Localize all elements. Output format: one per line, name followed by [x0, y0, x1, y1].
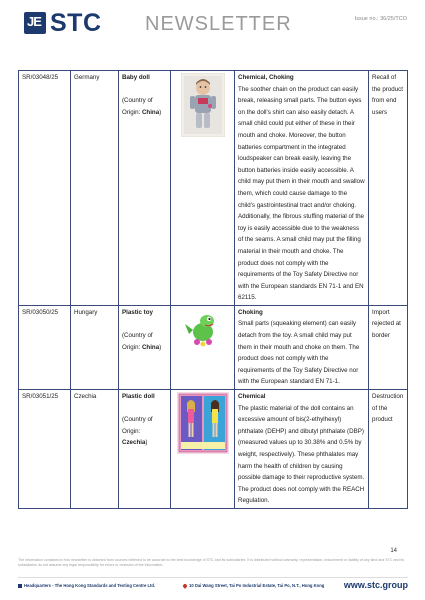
plastic-toy-photo: [183, 308, 223, 348]
country-cell: Hungary: [71, 305, 119, 389]
origin-label: (Country of Origin:: [122, 97, 153, 116]
product-origin: [122, 95, 167, 118]
newsletter-title: NEWSLETTER: [145, 13, 292, 35]
stc-logo-mark: [24, 12, 46, 34]
risk-type: Chemical, Choking: [238, 74, 294, 81]
measure-cell: Import rejected at border: [369, 305, 408, 389]
origin-close: ): [159, 108, 162, 116]
page-footer: [18, 577, 408, 593]
product-cell: [119, 71, 171, 306]
footer-address: [183, 583, 324, 588]
origin-close: ): [145, 439, 148, 447]
logo-mark-text: JE: [27, 14, 41, 29]
ref-cell: SR/03048/25: [19, 71, 71, 306]
ref-cell: SR/03050/25: [19, 305, 71, 389]
product-name: Plastic toy: [122, 308, 153, 316]
page-header: [0, 0, 425, 46]
table-row: [19, 305, 408, 389]
product-name: Baby doll: [122, 74, 150, 81]
risk-description: The plastic material of the doll contains an excessive amount of bis(2-ethylhexyl) phthalate (DEHP) and dibutyl phthalate (DBP) (measured values up to 30.38% and 0.5% by weight, respectively). These phthalates may harm the health of children by causing possible damage to their reproductive system. The product does not comply with the REACH Regulation.: [238, 404, 365, 505]
footer-hq: [18, 583, 155, 588]
measure-cell: Recall of the product from end users: [369, 71, 408, 306]
risk-type: Chemical: [238, 393, 266, 401]
product-cell: [119, 390, 171, 509]
product-origin: [122, 414, 167, 449]
country-cell: Czechia: [71, 390, 119, 509]
recall-table: [18, 70, 408, 509]
page-number: 14: [390, 548, 397, 554]
ref-cell: SR/03051/25: [19, 390, 71, 509]
origin-label: (Country of Origin:: [122, 332, 153, 351]
address-text: 10 Dai Wang Street, Tai Po Industrial Estate, Tai Po, N.T., Hong Kong: [189, 583, 325, 588]
origin-close: ): [159, 343, 162, 351]
photo-cell: [171, 390, 235, 509]
origin-country: China: [141, 343, 160, 351]
location-pin-icon: [182, 583, 188, 589]
table-row: [19, 71, 408, 306]
building-icon: [18, 584, 22, 588]
photo-cell: [171, 305, 235, 389]
risk-description: The soother chain on the product can easily break, releasing small parts. The button eyes on the doll's shirt can also easily detach. A small child could put either of these in their mouth and choke. Moreover, the button batteries compartment in the integrated loudspeaker can break easily, leaving the button batteries inside easily accessible. A child may put them in their mouth and swallow them, which could cause damage to the child's gastrointestinal tract and/or choking. Additionally, the fibrous stuffing material of the toy is easily accessible due to the weakness of the seams. A small child may put the filling material in their mouth and choke. The product does not comply with the requirements of the Toy Safety Directive nor with the European standards EN 71-1 and EN 62115.: [238, 85, 365, 302]
product-name: Plastic doll: [122, 393, 155, 401]
website-link[interactable]: www.stc.group: [343, 580, 408, 590]
origin-country: Czechia: [122, 439, 146, 447]
disclaimer: The information contained in this newsletter is obtained from sources believed to be accurate to the best knowledge of STC and its subsidiaries. It is distributed without warranty, representation, inducement or liability of any kind and STC and its subsidiaries do not assume any legal responsibility for errors or omission of the information.: [18, 558, 405, 568]
product-cell: [119, 305, 171, 389]
table-row: [19, 390, 408, 509]
photo-cell: [171, 71, 235, 306]
hq-text: Headquarters - The Hong Kong Standards and Testing Centre Ltd.: [24, 583, 156, 588]
risk-description: Small parts (squeaking element) can easily detach from the toy. A small child may put them in their mouth and choke on them. The product does not comply with the requirements of the Toy Safety Directive nor with the European standard EN 71-1.: [238, 320, 360, 386]
baby-doll-photo: [181, 73, 225, 137]
country-cell: Germany: [71, 71, 119, 306]
risk-cell: [235, 390, 369, 509]
risk-type: Choking: [238, 308, 263, 316]
product-origin: [122, 330, 167, 353]
origin-country: China: [141, 108, 160, 116]
stc-logo-text: STC: [50, 9, 102, 37]
measure-cell: Destruction of the product: [369, 390, 408, 509]
risk-cell: [235, 305, 369, 389]
risk-cell: [235, 71, 369, 306]
issue-number: Issue no.: 36/25/TCO: [354, 16, 407, 22]
plastic-doll-photo: [177, 392, 229, 454]
origin-label: (Country of Origin:: [122, 416, 153, 435]
